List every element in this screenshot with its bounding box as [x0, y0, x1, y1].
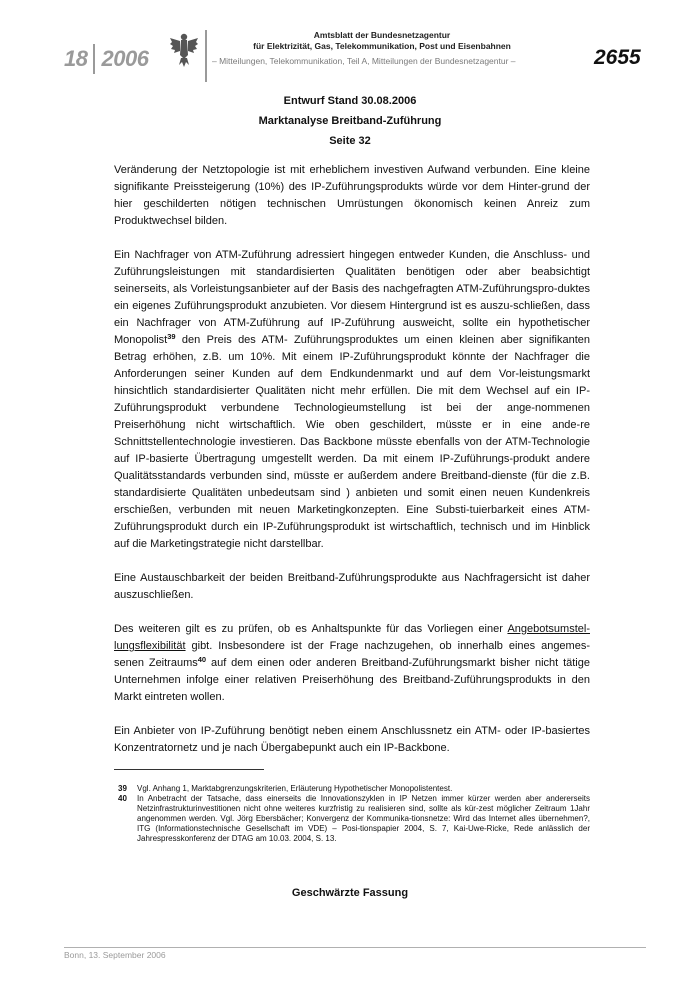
redacted-version-label: Geschwärzte Fassung	[291, 887, 409, 899]
gazette-title-line2: für Elektrizität, Gas, Telekommunikation, Post und Eisenbahnen	[253, 41, 511, 51]
paragraph-text: Ein Nachfrager von ATM-Zuführung adressiert hingegen entweder Kunden, die Anschluss- und Zuführungsleistungen mit standardisierten Qualitäten benötigen oder aber beabsichtigt seinerseits, als Vorleistungsanbieter auf der Basis des nachgefragten ATM-Zuführungspro-duktes ein eigenes Zuführungsprodukt anzubieten. Vor diesem Hintergrund ist es auszu-schließen, dass ein Nachfrager von ATM-Zuführung auf IP-Zuführung ausweicht, sollte ein hypothetischer Monopolist	[114, 249, 590, 346]
gazette-title	[212, 30, 552, 52]
footnote-number: 40	[118, 794, 127, 803]
underlined-term: Angebotsumstel-lungsflexibilität	[114, 623, 590, 652]
footnote-ref[interactable]: 39	[167, 332, 176, 341]
paragraph: Eine Austauschbarkeit der beiden Breitband-Zuführungsprodukte aus Nachfragersicht ist daher auszuschließen.	[114, 572, 590, 601]
footnotes	[118, 784, 590, 844]
paragraph	[114, 621, 590, 706]
paragraph	[114, 247, 590, 553]
federal-eagle-icon	[169, 31, 199, 71]
footnote-text: Vgl. Anhang 1, Marktabgrenzungskriterien, Erläuterung Hypothetischer Monopolistentest.	[137, 784, 453, 793]
draft-title: Marktanalyse Breitband-Zuführung	[258, 115, 442, 127]
paragraph: Ein Anbieter von IP-Zuführung benötigt neben einem Anschlussnetz ein ATM- oder IP-basiertes Konzentratornetz und je nach Übergabepunkt auch ein IP-Backbone.	[114, 725, 590, 754]
issue-year: 2006	[101, 46, 149, 71]
draft-status: Entwurf Stand 30.08.2006	[283, 95, 417, 107]
footnote-divider	[114, 769, 264, 770]
header-divider	[205, 30, 207, 82]
issue-number-value: 18	[64, 46, 88, 71]
paragraph-text: auf dem einen oder anderen Breitband-Zuführungsmarkt bisher nicht tätige Unternehmen infolge einer relativen Preiserhöhung des Breitband-Zuführungsprodukts in den Markt eintreten wollen.	[114, 657, 590, 703]
body-text	[114, 162, 590, 774]
footnote-number: 39	[118, 784, 127, 793]
gazette-subtitle: – Mitteilungen, Telekommunikation, Teil A, Mitteilungen der Bundesnetzagentur –	[212, 56, 516, 66]
paragraph-text: den Preis des ATM- Zuführungsproduktes um einen kleinen aber signifikanten Betrag erhöhen, z.B. um 10%. Mit einem IP-Zuführungsprodukt könnte der Nachfrager die Anforderungen seiner Kunden auf dem Endkundenmarkt und auf dem Vor-leistungsmarkt hinsichtlich standardisierter Qualitäten nicht mehr erfüllen. Die mit dem Wechsel auf ein IP-Zuführungsprodukt verbundene Technologieumstellung ist bei der ange-nommenen Preiserhöhung nicht wirtschaftlich. Wie oben geschildert, müsste er in eine ande-re Schnittstellentechnologie investieren. Das Backbone müsste ebenfalls von der ATM-Technologie auf IP-basierte Übertragung umgestellt werden. Da mit einem IP-Zuführungs-produkt andere Qualitätsstandards verbunden sind, müsste er außerdem andere Breitband-dienste (für die z.B. standardisierte Qualitäten unbedeutsam sind ) anbieten und somit einen neuen Kundenkreis erschießen, verbunden mit neuen Marketingkonzepten. Eine Substi-tuierbarkeit eines ATM-Zuführungsprodukt durch ein IP-Zuführungsprodukt ist wirtschaftlich, technisch und im Hinblick auf die Marketingstrategie nicht darstellbar.	[114, 334, 590, 550]
paragraph-text: Des weiteren gilt es zu prüfen, ob es Anhaltspunkte für das Vorliegen einer	[114, 623, 508, 635]
draft-page: Seite 32	[329, 135, 371, 147]
issue-number	[64, 44, 148, 74]
page-number: 2655	[594, 46, 641, 69]
footer-date: Bonn, 13. September 2006	[64, 950, 166, 960]
paragraph: Veränderung der Netztopologie ist mit erheblichem investiven Aufwand verbunden. Eine kleine signifikante Preissteigerung (10%) des IP-Zuführungsprodukts würde vor dem Hinter-grund der hier geschilderten nötigen technischen Umrüstungen ökonomisch keinen Anreiz zum Produktwechsel bilden.	[114, 164, 590, 227]
footnote-item	[118, 794, 590, 844]
footer-divider	[64, 947, 646, 948]
footnote-item	[118, 784, 590, 794]
issue-divider	[93, 44, 95, 74]
footnote-text: In Anbetracht der Tatsache, dass einerseits die Innovationszyklen in IP Netzen immer kürzer werden aber andererseits Netzinfrastrukturinvestitionen nicht ohne weiteres kurzfristig zu realisieren sind, sollte als kür-zest möglicher Zeitraum 1Jahr angenommen werden. Vgl. Jörg Ebersbächer; Konvergenz der Kommunika-tionsnetze: Wird das Internet alles übernehmen?, ITG (Informationstechnische Gesellschaft im VDE) – Posi-tionspapier 2004, S. 7, Kai-Uwe-Ricke, Rede anlässlich der Jahrespresskonferenz der DTAG am 10.03. 2004, S. 13.	[137, 794, 590, 843]
footnote-ref[interactable]: 40	[197, 655, 207, 664]
gazette-title-line1: Amtsblatt der Bundesnetzagentur	[313, 30, 451, 40]
paragraph-text: gibt. Insbesondere ist der Frage nachzugehen, ob innerhalb eines angemes-senen Zeitraums	[114, 640, 590, 669]
